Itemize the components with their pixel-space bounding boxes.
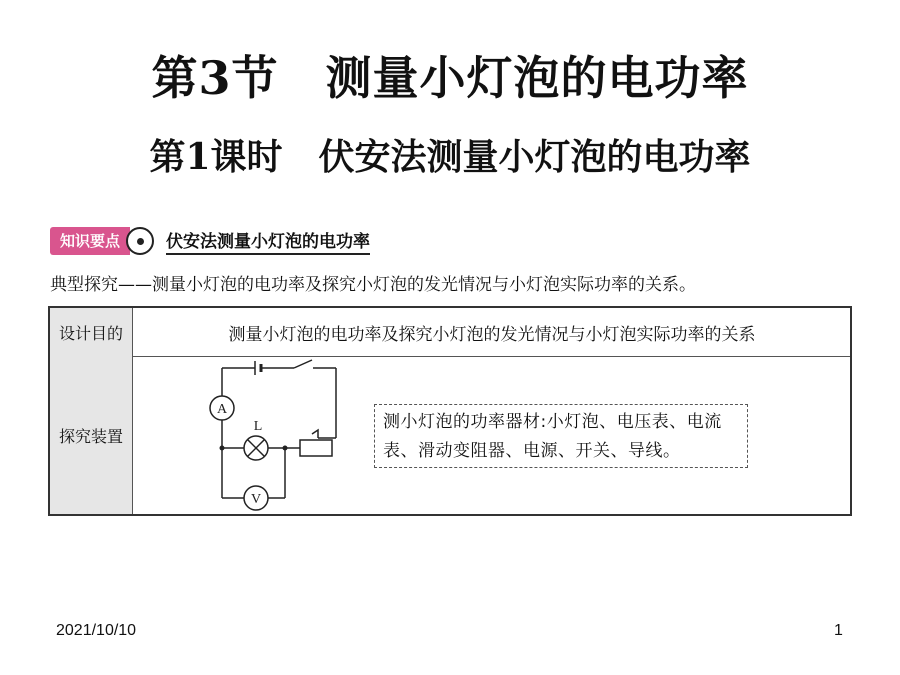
circuit-diagram <box>200 356 340 516</box>
typical-inquiry-text: 典型探究——测量小灯泡的电功率及探究小灯泡的发光情况与小灯泡实际功率的关系。 <box>50 275 696 295</box>
section-header <box>50 224 370 258</box>
equipment-note-line1: 测小灯泡的功率器材:小灯泡、电压表、电流 <box>383 412 722 432</box>
footer-date: 2021/10/10 <box>56 622 137 639</box>
table-row-purpose <box>50 308 850 357</box>
section-heading: 伏安法测量小灯泡的电功率 <box>166 227 370 255</box>
apparatus-label: 探究装置 <box>50 356 133 514</box>
page-title: 第3节 测量小灯泡的电功率 <box>151 51 749 105</box>
rheostat-body <box>300 440 332 456</box>
bullet-circle-icon <box>126 227 154 255</box>
lamp-label: L <box>253 419 263 434</box>
page-number: 1 <box>834 622 843 639</box>
ammeter-label: A <box>216 402 228 417</box>
equipment-note <box>374 404 748 468</box>
equipment-note-line2: 表、滑动变阻器、电源、开关、导线。 <box>383 441 681 461</box>
switch-blade <box>294 360 312 368</box>
rheostat-slider <box>312 430 318 438</box>
lesson-subtitle: 第1课时 伏安法测量小灯泡的电功率 <box>149 136 751 178</box>
purpose-label: 设计目的 <box>50 308 133 356</box>
knowledge-tag: 知识要点 <box>50 227 130 255</box>
voltmeter-label: V <box>250 492 262 507</box>
purpose-content: 测量小灯泡的电功率及探究小灯泡的发光情况与小灯泡实际功率的关系 <box>228 324 756 345</box>
